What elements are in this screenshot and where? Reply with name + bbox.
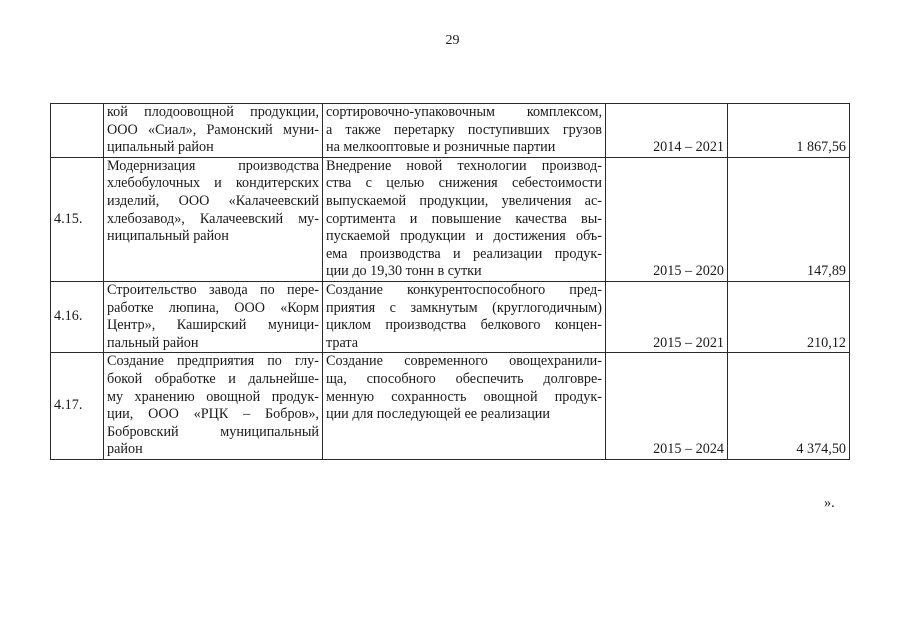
project-name-line: ципальный район bbox=[107, 139, 214, 156]
table-row bbox=[51, 281, 850, 352]
project-description-line: пускаемой продукции и достижения объ- bbox=[326, 228, 602, 245]
investment-amount: 210,12 bbox=[728, 281, 850, 352]
project-name-line: ции, ООО «РЦК – Бобров», bbox=[107, 406, 319, 423]
project-description bbox=[323, 281, 606, 352]
project-description-line: менную сохранность овощной продук- bbox=[326, 388, 602, 405]
project-description-line: приятия с замкнутым (круглогодичным) bbox=[326, 299, 602, 316]
project-name-line: Строительство завода по пере- bbox=[107, 281, 319, 298]
investment-amount: 4 374,50 bbox=[728, 353, 850, 460]
project-description-line: ща, способного обеспечить долговре- bbox=[326, 370, 602, 387]
project-name-line: ниципальный район bbox=[107, 228, 229, 245]
row-number: 4.16. bbox=[51, 281, 104, 352]
project-description bbox=[323, 353, 606, 460]
project-description-line: сортировочно-упаковочным комплексом, bbox=[326, 104, 602, 120]
project-description-line: на мелкооптовые и розничные партии bbox=[326, 139, 556, 156]
page-number: 29 bbox=[445, 33, 460, 48]
project-name bbox=[104, 353, 323, 460]
project-name-line: район bbox=[107, 441, 143, 458]
project-description-line: циклом производства белкового концен- bbox=[326, 317, 602, 334]
investment-amount: 1 867,56 bbox=[728, 104, 850, 158]
project-name-line: хлебозавод», Калачеевский му- bbox=[107, 210, 319, 227]
row-number: 4.15. bbox=[51, 157, 104, 281]
project-name-line: работке люпина, ООО «Корм bbox=[107, 299, 319, 316]
project-name-line: хлебобулочных и кондитерских bbox=[107, 175, 319, 192]
project-description-line: Создание современного овощехранили- bbox=[326, 353, 602, 370]
project-description bbox=[323, 157, 606, 281]
investment-amount: 147,89 bbox=[728, 157, 850, 281]
project-name-line: Создание предприятия по глу- bbox=[107, 353, 319, 370]
project-description-line: а также перетарку поступивших грузов bbox=[326, 121, 602, 138]
implementation-period: 2015 – 2021 bbox=[606, 281, 728, 352]
project-name bbox=[104, 281, 323, 352]
project-description-line: ции до 19,30 тонн в сутки bbox=[326, 263, 482, 280]
project-name bbox=[104, 157, 323, 281]
project-description-line: ции для последующей ее реализации bbox=[326, 406, 550, 423]
project-description-line: ства с целью снижения себестоимости bbox=[326, 175, 602, 192]
project-name-line: бокой обработке и дальнейше- bbox=[107, 370, 319, 387]
project-description-line: ема производства и реализации продук- bbox=[326, 245, 602, 262]
table-row bbox=[51, 353, 850, 460]
project-name-line: Бобровский муниципальный bbox=[107, 423, 319, 440]
project-name-line: изделий, ООО «Калачеевский bbox=[107, 192, 319, 209]
implementation-period: 2015 – 2024 bbox=[606, 353, 728, 460]
project-description-line: трата bbox=[326, 334, 359, 351]
project-name-line: кой плодоовощной продукции, bbox=[107, 104, 319, 120]
table-row bbox=[51, 104, 850, 158]
project-description-line: сортимента и повышение качества вы- bbox=[326, 210, 602, 227]
project-name-line: му хранению овощной продук- bbox=[107, 388, 319, 405]
project-name-line: Центр», Каширский муници- bbox=[107, 317, 319, 334]
row-number: 4.17. bbox=[51, 353, 104, 460]
table-row bbox=[51, 157, 850, 281]
project-description-line: Внедрение новой технологии производ- bbox=[326, 157, 602, 174]
project-name bbox=[104, 104, 323, 158]
investment-projects-table bbox=[50, 103, 850, 460]
project-name-line: ООО «Сиал», Рамонский муни- bbox=[107, 121, 319, 138]
project-description-line: Создание конкурентоспособного пред- bbox=[326, 281, 602, 298]
implementation-period: 2014 – 2021 bbox=[606, 104, 728, 158]
project-description bbox=[323, 104, 606, 158]
project-name-line: пальный район bbox=[107, 334, 199, 351]
project-name-line: Модернизация производства bbox=[107, 157, 319, 174]
row-number bbox=[51, 104, 104, 158]
project-description-line: выпускаемой продукции, увеличения ас- bbox=[326, 192, 602, 209]
implementation-period: 2015 – 2020 bbox=[606, 157, 728, 281]
closing-quote-mark: ». bbox=[824, 495, 835, 511]
